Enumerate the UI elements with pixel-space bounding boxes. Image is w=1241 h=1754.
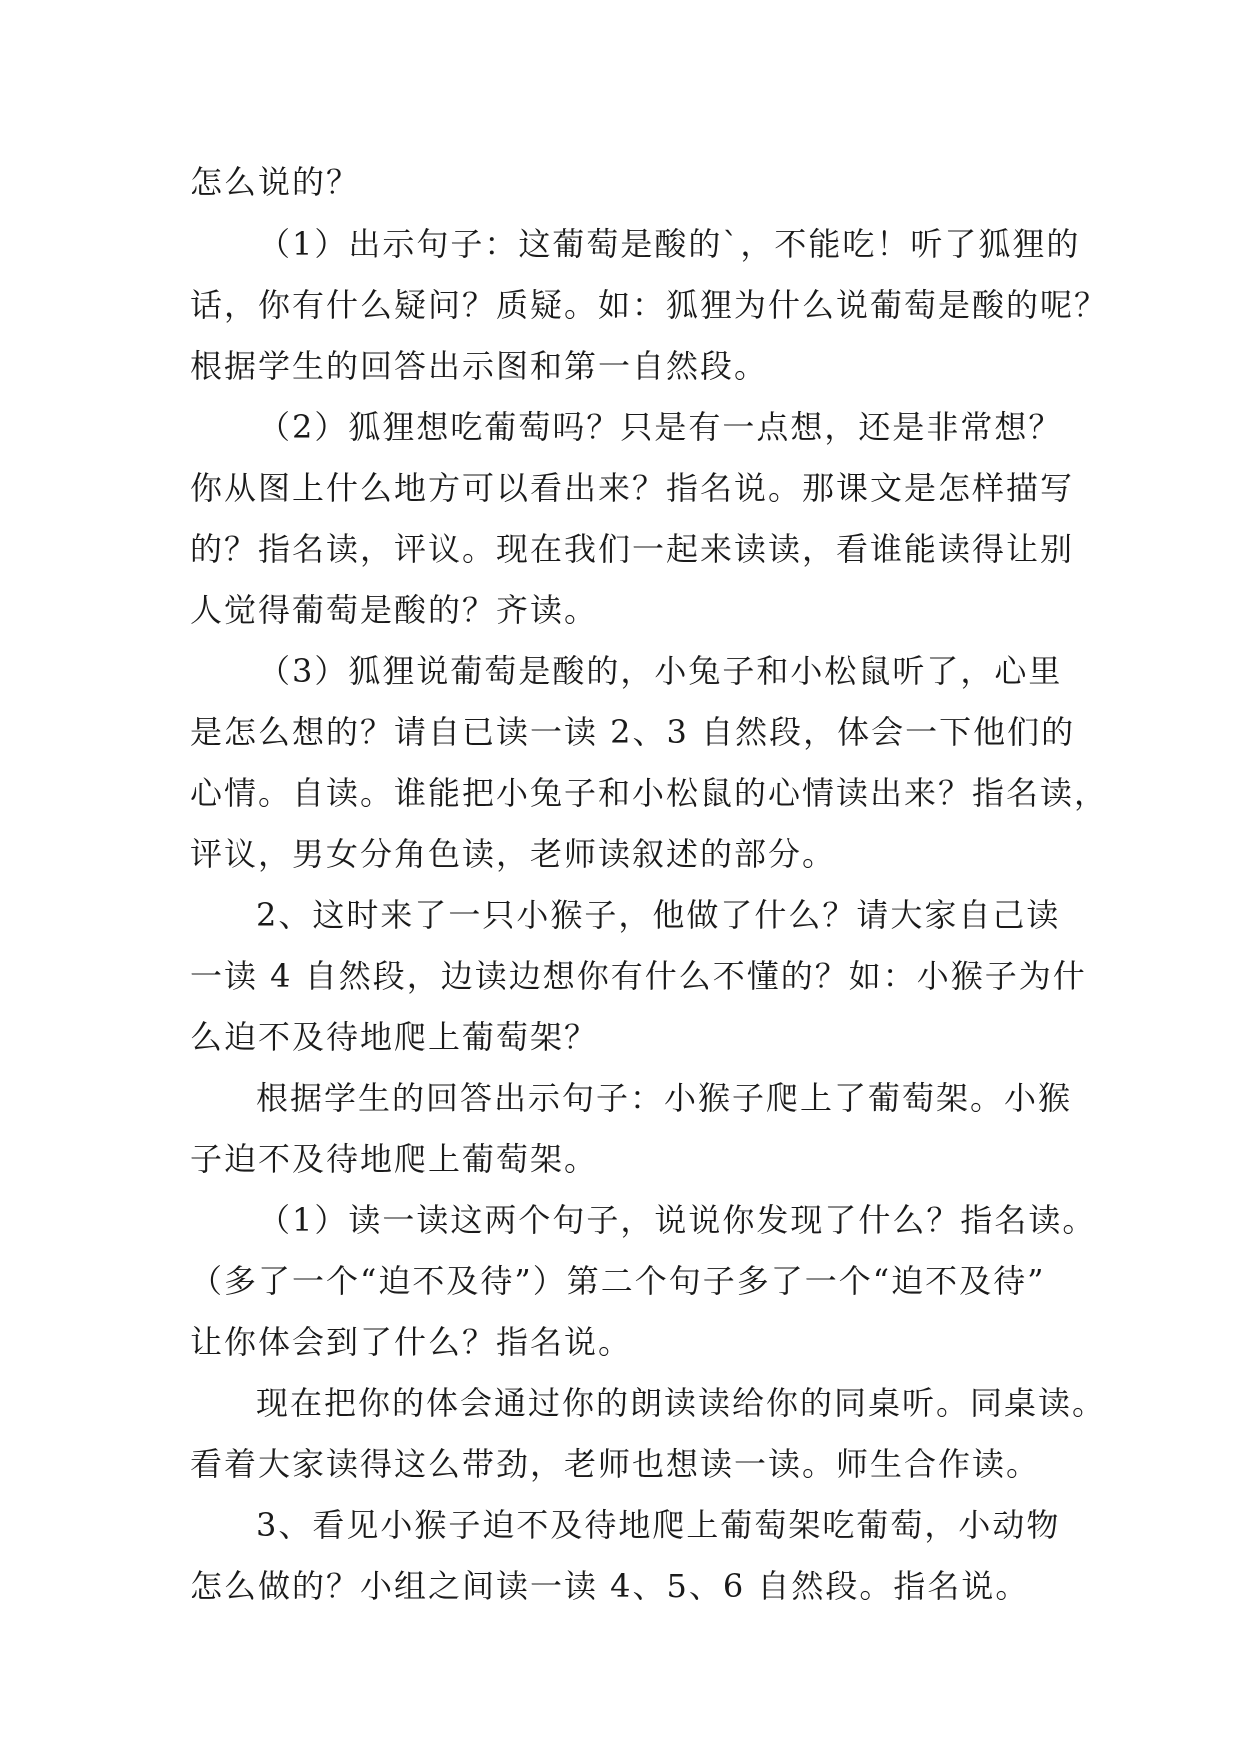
text-line-16: 根据学生的回答出示句子：小猴子爬上了葡萄架。小猴 — [256, 1079, 1073, 1117]
text-line-22: 看着大家读得这么带劲，老师也想读一读。师生合作读。 — [190, 1445, 1041, 1483]
text-line-10: 是怎么想的？请自已读一读 2、3 自然段，体会一下他们的 — [190, 713, 1076, 751]
text-line-3: 话，你有什么疑问？质疑。如：狐狸为什么说葡萄是酸的呢？ — [190, 286, 1109, 324]
text-line-18: （1）读一读这两个句子，说说你发现了什么？指名读。 — [258, 1201, 1097, 1239]
text-line-7: 的？指名读，评议。现在我们一起来读读，看谁能读得让别 — [190, 530, 1075, 568]
text-line-21: 现在把你的体会通过你的朗读读给你的同桌听。同桌读。 — [256, 1384, 1107, 1422]
text-line-15: 么迫不及待地爬上葡萄架？ — [190, 1018, 599, 1056]
text-line-2: （1）出示句子：这葡萄是酸的`，不能吃！听了狐狸的 — [258, 225, 1081, 263]
text-line-12: 评议，男女分角色读，老师读叙述的部分。 — [190, 835, 837, 873]
text-line-4: 根据学生的回答出示图和第一自然段。 — [190, 347, 769, 385]
text-line-11: 心情。自读。谁能把小兔子和小松鼠的心情读出来？指名读， — [190, 774, 1109, 812]
text-line-13: 2、这时来了一只小猴子，他做了什么？请大家自己读 — [256, 896, 1061, 934]
text-line-5: （2）狐狸想吃葡萄吗？只是有一点想，还是非常想？ — [258, 408, 1063, 446]
text-line-23: 3、看见小猴子迫不及待地爬上葡萄架吃葡萄，小动物 — [256, 1506, 1061, 1544]
text-line-14: 一读 4 自然段，边读边想你有什么不懂的？如：小猴子为什 — [190, 957, 1087, 995]
text-line-17: 子迫不及待地爬上葡萄架。 — [190, 1140, 599, 1178]
text-line-20: 让你体会到了什么？指名说。 — [190, 1323, 633, 1361]
text-line-1: 怎么说的？ — [190, 163, 361, 201]
text-line-19: （多了一个“迫不及待”）第二个句子多了一个“迫不及待” — [190, 1262, 1046, 1300]
text-line-6: 你从图上什么地方可以看出来？指名说。那课文是怎样描写 — [190, 469, 1075, 507]
text-line-9: （3）狐狸说葡萄是酸的，小兔子和小松鼠听了，心里 — [258, 652, 1063, 690]
text-line-24: 怎么做的？小组之间读一读 4、5、6 自然段。指名说。 — [190, 1567, 1030, 1605]
text-line-8: 人觉得葡萄是酸的？齐读。 — [190, 591, 599, 629]
